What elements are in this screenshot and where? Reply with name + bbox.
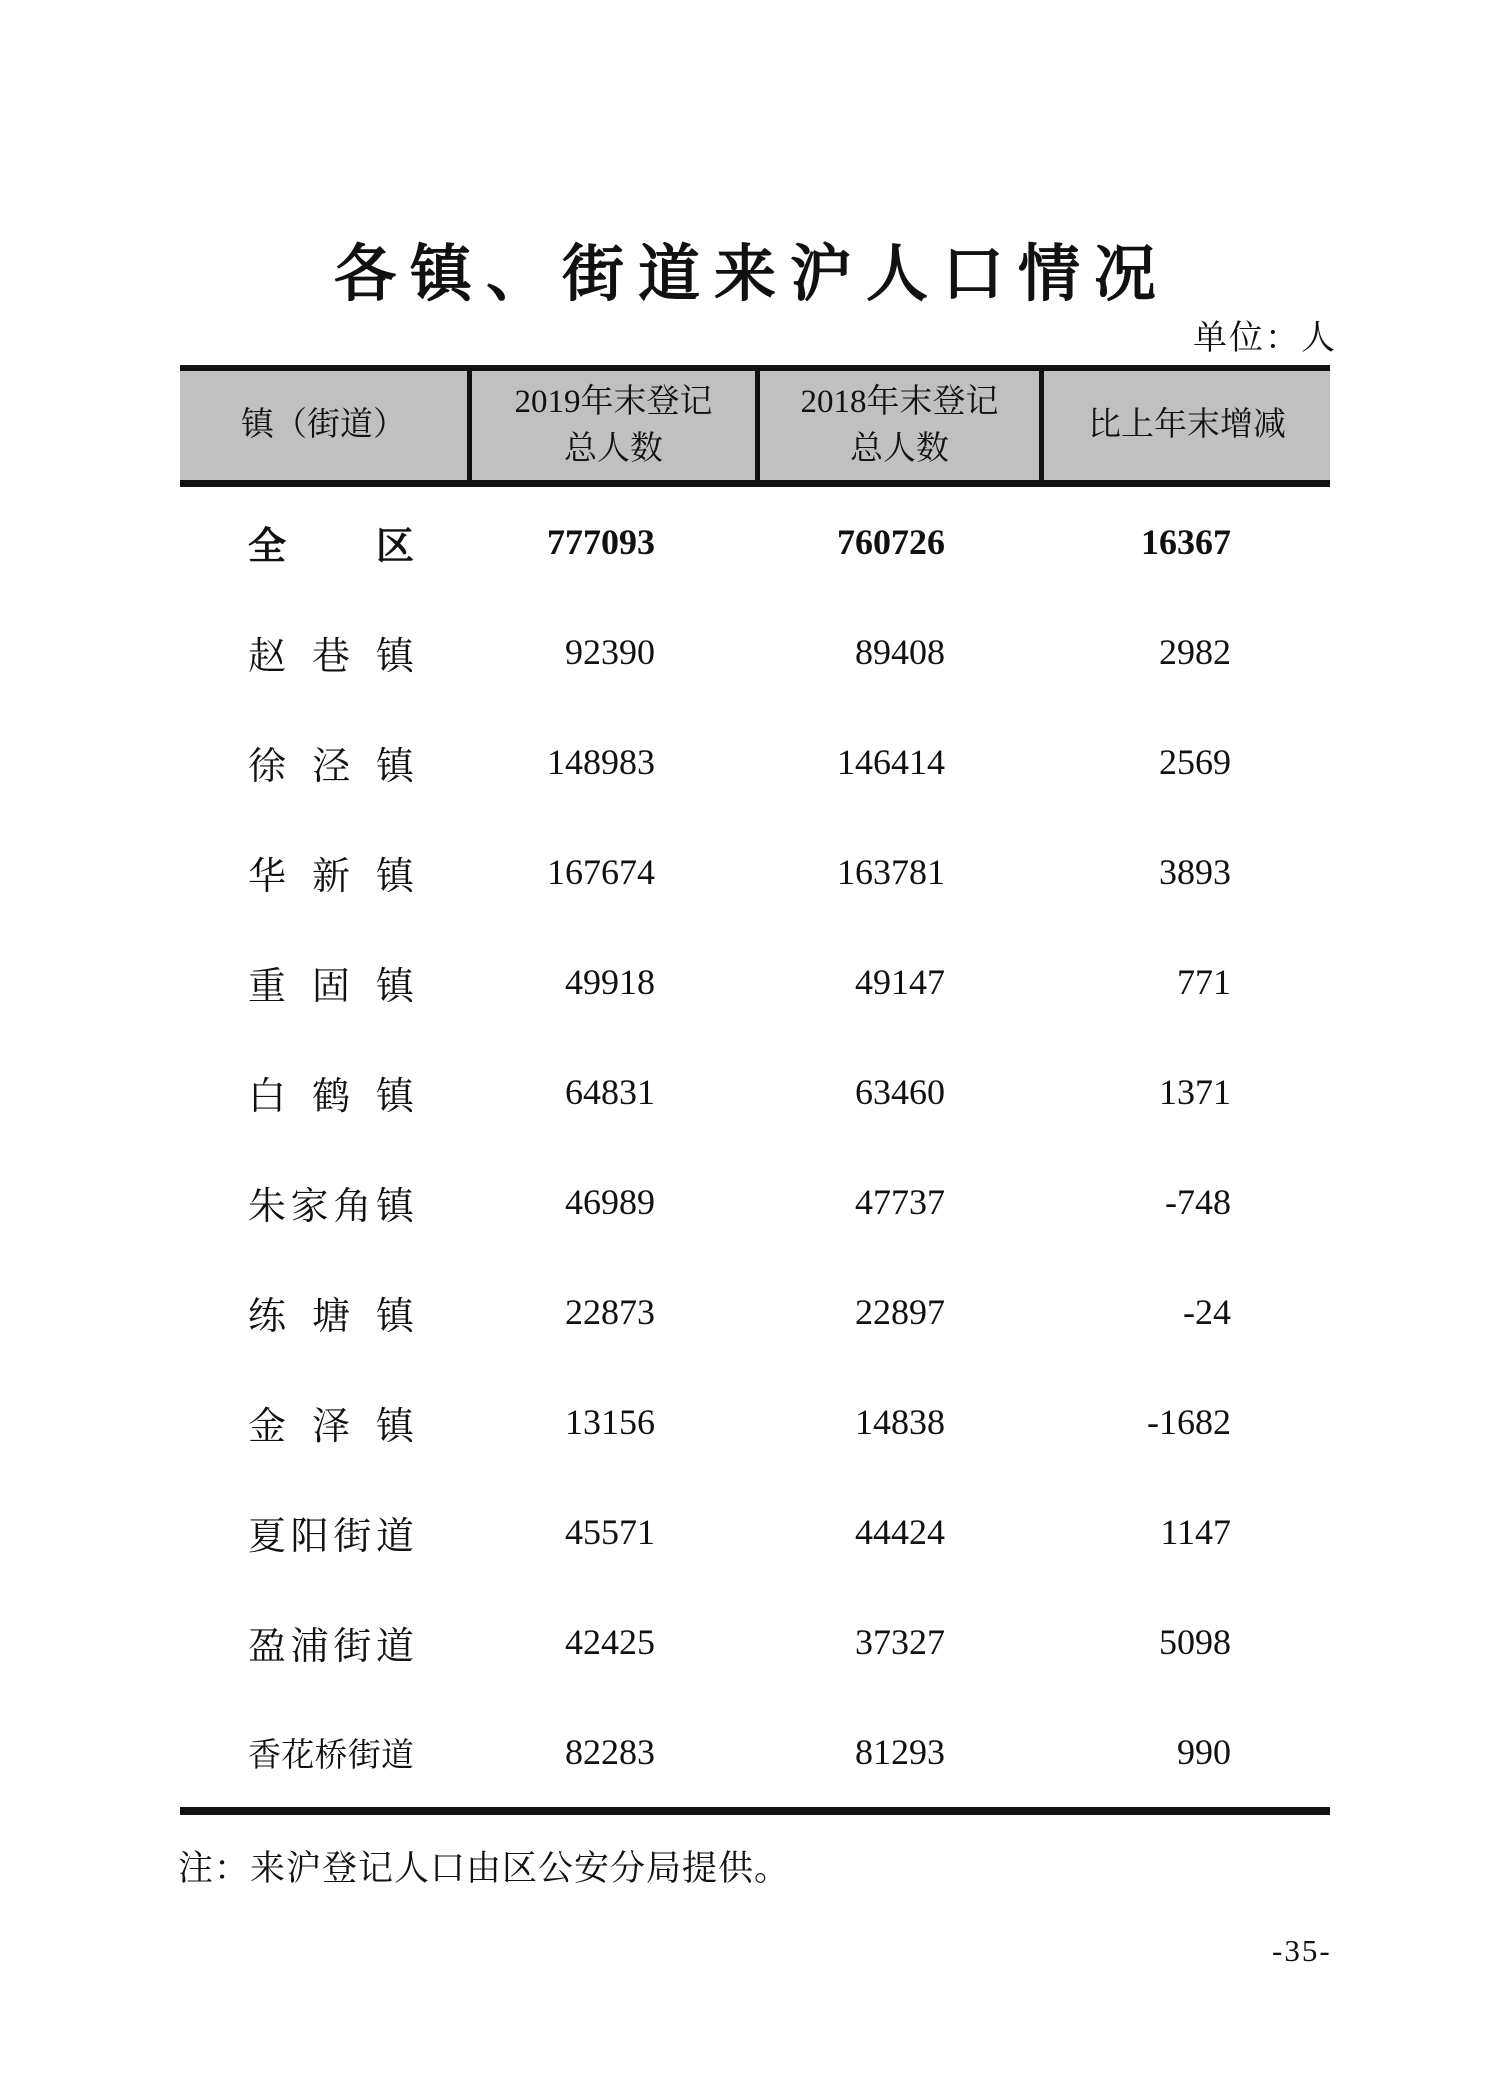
town-name: 练塘镇 bbox=[248, 1295, 414, 1338]
value-change: 771 bbox=[1177, 962, 1231, 1002]
value-2019: 13156 bbox=[565, 1402, 655, 1442]
table-row bbox=[180, 597, 1330, 707]
value-2018: 89408 bbox=[855, 632, 945, 672]
value-change: 16367 bbox=[1141, 522, 1231, 562]
town-name-cell bbox=[180, 955, 467, 1010]
value-2018: 47737 bbox=[855, 1182, 945, 1222]
value-change: -748 bbox=[1165, 1182, 1231, 1222]
value-2018: 63460 bbox=[855, 1072, 945, 1112]
town-name-cell bbox=[180, 1729, 467, 1776]
header-town bbox=[180, 371, 467, 480]
town-name: 朱家角镇 bbox=[248, 1185, 414, 1228]
value-2019: 148983 bbox=[547, 742, 655, 782]
value-2019: 82283 bbox=[565, 1732, 655, 1772]
header-2018-line1: 2018年末登记 bbox=[800, 383, 999, 420]
town-name-cell bbox=[180, 1175, 467, 1230]
value-2018: 22897 bbox=[855, 1292, 945, 1332]
value-2019: 777093 bbox=[547, 522, 655, 562]
table-body bbox=[180, 487, 1330, 1815]
town-name-cell bbox=[180, 1505, 467, 1560]
value-change: -1682 bbox=[1147, 1402, 1231, 1442]
value-2019: 49918 bbox=[565, 962, 655, 1002]
town-name-cell bbox=[180, 1615, 467, 1670]
table-row bbox=[180, 707, 1330, 817]
header-2018-total bbox=[755, 371, 1039, 480]
table-row bbox=[180, 927, 1330, 1037]
value-2018: 146414 bbox=[837, 742, 945, 782]
value-change: 1371 bbox=[1159, 1072, 1231, 1112]
value-change: 5098 bbox=[1159, 1622, 1231, 1662]
table-row bbox=[180, 487, 1330, 597]
unit-label: 单位：人 bbox=[1193, 320, 1337, 357]
value-2019: 45571 bbox=[565, 1512, 655, 1552]
value-2019: 42425 bbox=[565, 1622, 655, 1662]
value-change: 1147 bbox=[1160, 1512, 1231, 1552]
value-2019: 22873 bbox=[565, 1292, 655, 1332]
town-name: 全区 bbox=[248, 525, 414, 568]
value-2018: 760726 bbox=[837, 522, 945, 562]
header-2019-line1: 2019年末登记 bbox=[514, 383, 713, 420]
value-change: 2569 bbox=[1159, 742, 1231, 782]
town-name-cell bbox=[180, 1395, 467, 1450]
value-change: -24 bbox=[1183, 1292, 1231, 1332]
value-2018: 37327 bbox=[855, 1622, 945, 1662]
value-2019: 92390 bbox=[565, 632, 655, 672]
header-2019-total bbox=[467, 371, 755, 480]
page-number: -35- bbox=[1272, 1933, 1332, 1968]
table-row bbox=[180, 1697, 1330, 1807]
town-name: 华新镇 bbox=[248, 855, 414, 898]
value-2018: 163781 bbox=[837, 852, 945, 892]
town-name-cell bbox=[180, 845, 467, 900]
town-name: 盈浦街道 bbox=[248, 1625, 414, 1668]
header-2018-line2: 总人数 bbox=[850, 430, 949, 467]
value-change: 2982 bbox=[1159, 632, 1231, 672]
town-name-cell bbox=[180, 1285, 467, 1340]
header-2019-line2: 总人数 bbox=[564, 430, 663, 467]
value-2018: 81293 bbox=[855, 1732, 945, 1772]
town-name-cell bbox=[180, 735, 467, 790]
town-name: 白鹤镇 bbox=[248, 1075, 414, 1118]
table-header-row bbox=[180, 365, 1330, 487]
header-change-label: 比上年末增减 bbox=[1088, 407, 1286, 443]
table-row bbox=[180, 1257, 1330, 1367]
town-name: 香花桥街道 bbox=[248, 1737, 414, 1774]
value-2019: 167674 bbox=[547, 852, 655, 892]
value-2018: 14838 bbox=[855, 1402, 945, 1442]
table-row bbox=[180, 1477, 1330, 1587]
page-title: 各镇、街道来沪人口情况 bbox=[333, 241, 1170, 309]
town-name-cell bbox=[180, 1065, 467, 1120]
header-change bbox=[1039, 371, 1330, 480]
town-name: 夏阳街道 bbox=[248, 1515, 414, 1558]
value-2018: 44424 bbox=[855, 1512, 945, 1552]
town-name: 徐泾镇 bbox=[248, 745, 414, 788]
table-row bbox=[180, 1587, 1330, 1697]
table-row bbox=[180, 817, 1330, 927]
town-name-cell bbox=[180, 515, 467, 570]
table-row bbox=[180, 1367, 1330, 1477]
header-town-label: 镇（街道） bbox=[241, 407, 406, 443]
value-2019: 46989 bbox=[565, 1182, 655, 1222]
table-row bbox=[180, 1147, 1330, 1257]
town-name: 重固镇 bbox=[248, 965, 414, 1008]
town-name: 赵巷镇 bbox=[248, 635, 414, 678]
population-table bbox=[180, 365, 1330, 1815]
value-2018: 49147 bbox=[855, 962, 945, 1002]
town-name: 金泽镇 bbox=[248, 1405, 414, 1448]
town-name-cell bbox=[180, 625, 467, 680]
value-2019: 64831 bbox=[565, 1072, 655, 1112]
value-change: 3893 bbox=[1159, 852, 1231, 892]
table-row bbox=[180, 1037, 1330, 1147]
value-change: 990 bbox=[1177, 1732, 1231, 1772]
footnote: 注：来沪登记人口由区公安分局提供。 bbox=[178, 1849, 791, 1888]
